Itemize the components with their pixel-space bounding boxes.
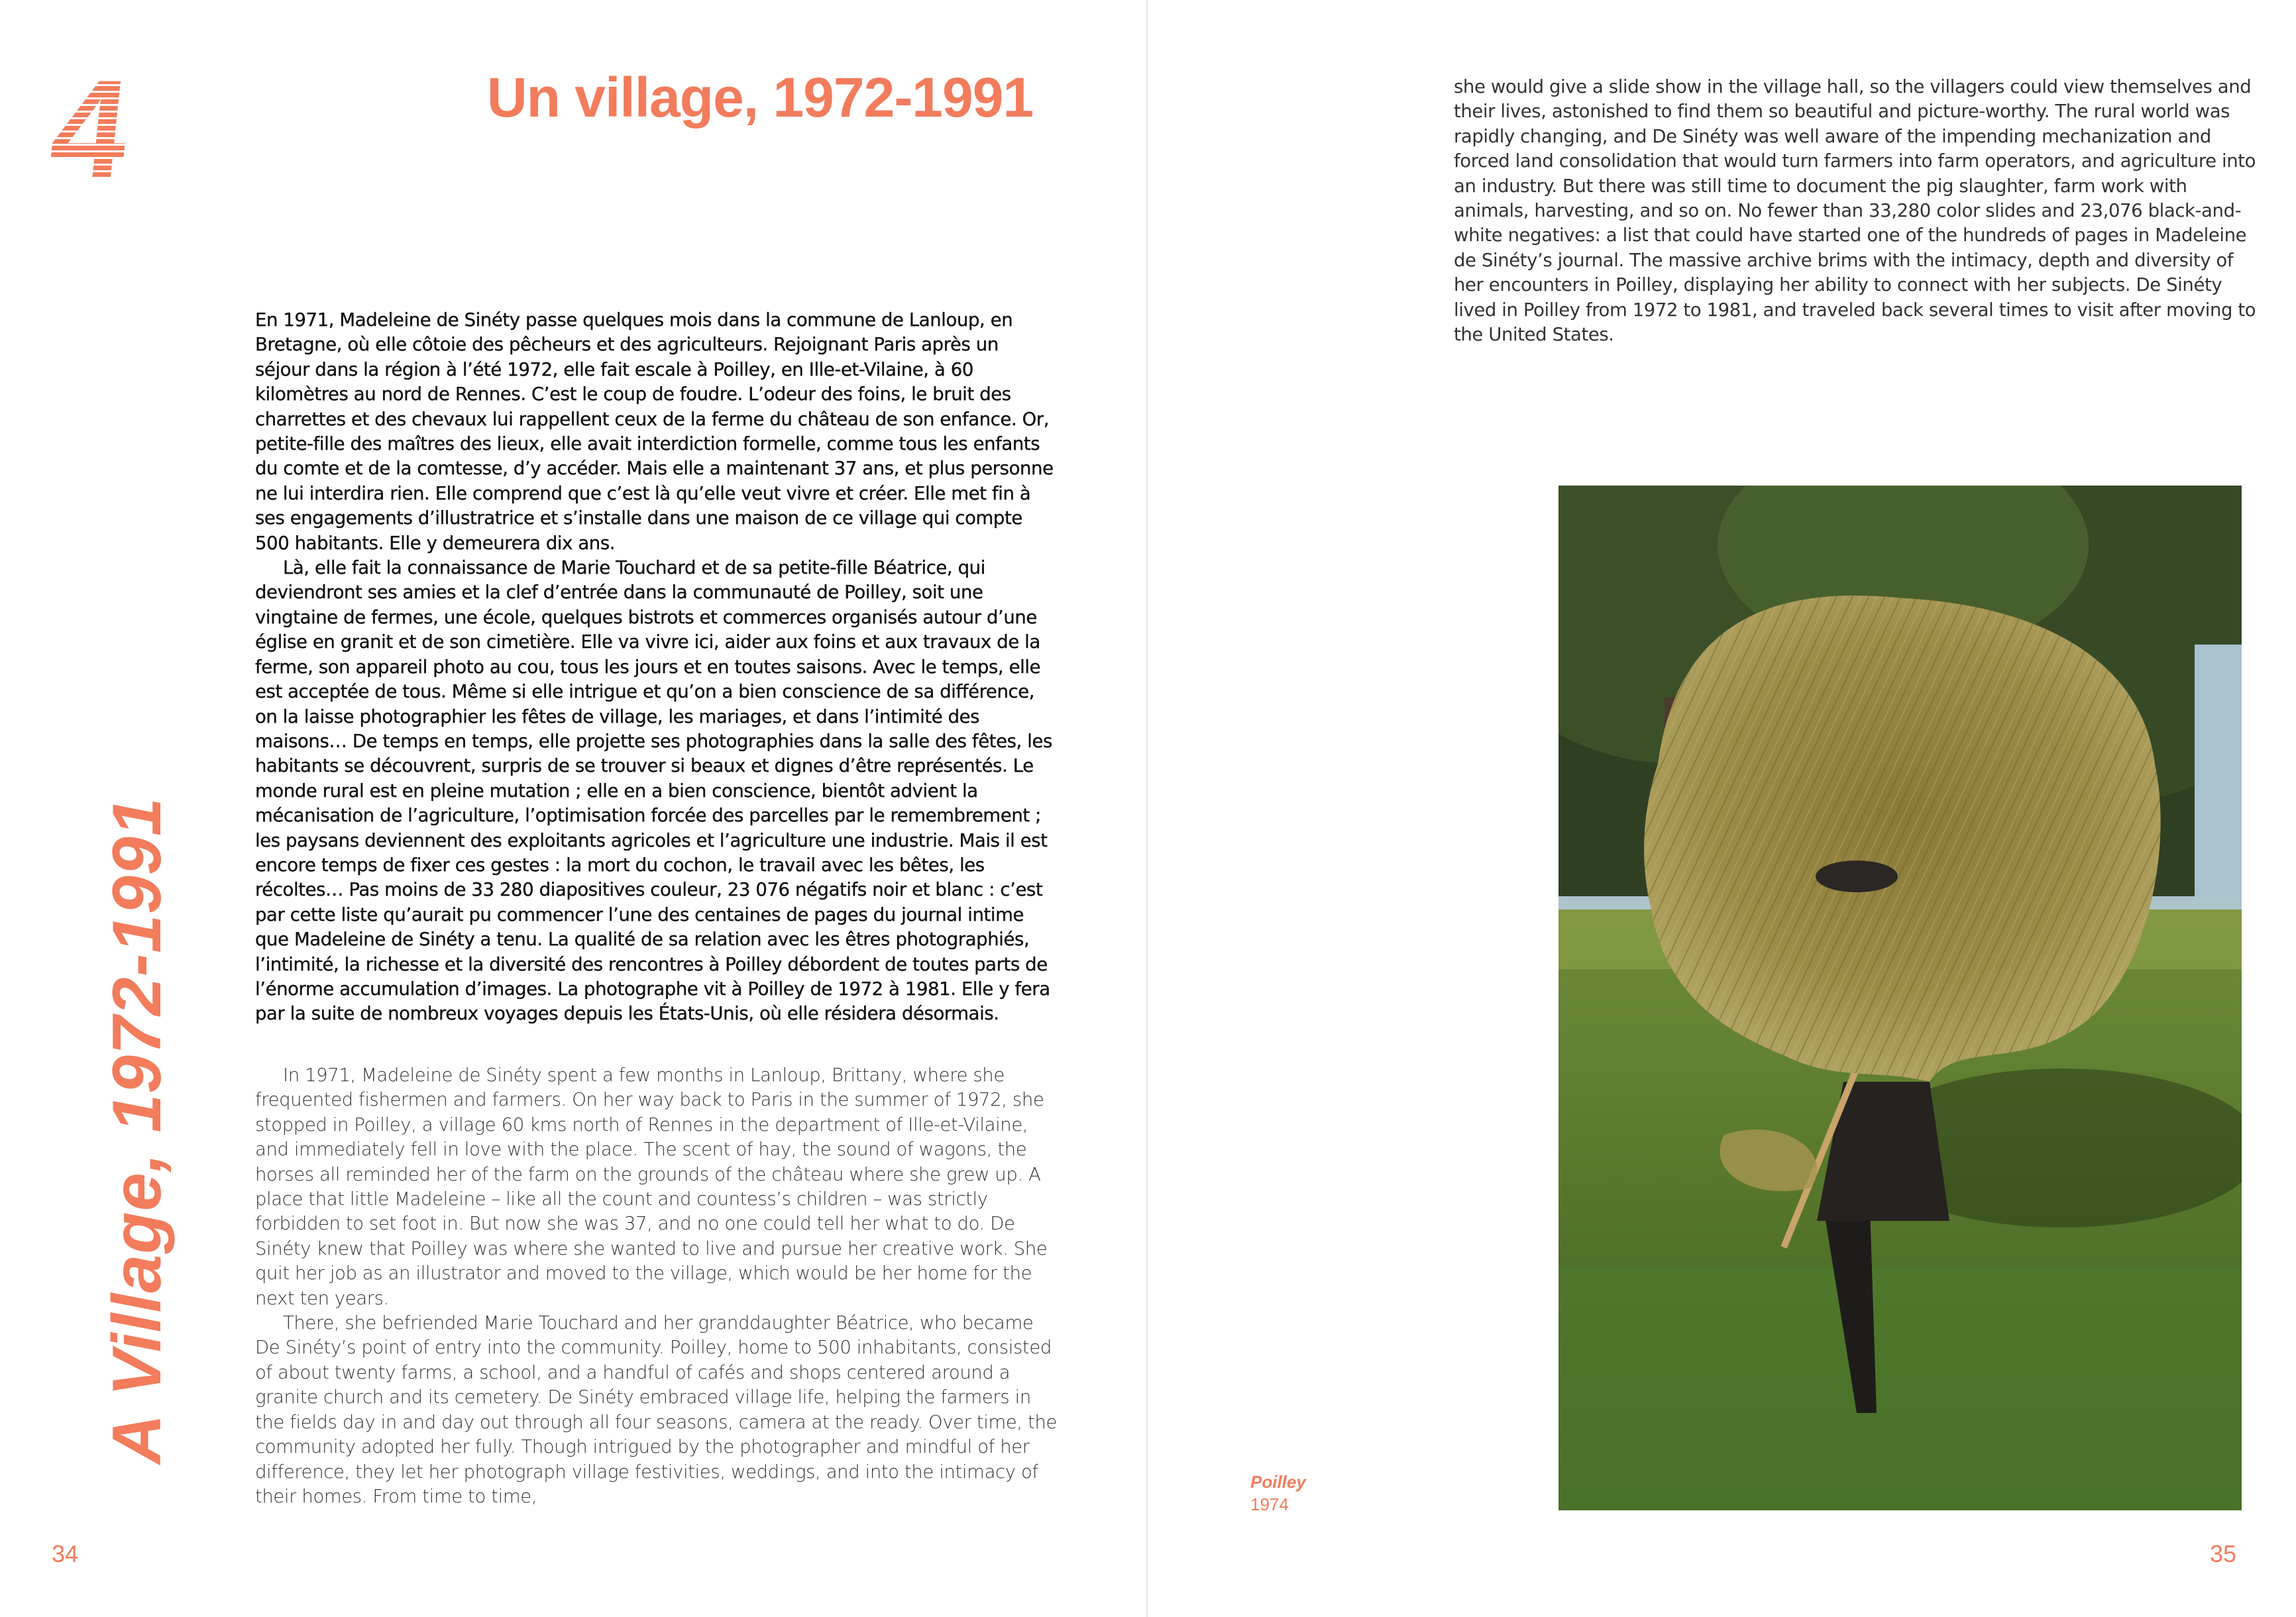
chapter-title-english: A Village, 1972-1991 — [99, 797, 176, 1464]
english-paragraph-2: There, she befriended Marie Touchard and her granddaughter Béatrice, who became De Sinéty’s point of entry into the community. Poilley, home to 500 inhabitants, consisted of about twenty farms, a school, and a handful of cafés and shops centered around a granite church and its cemetery. De Sinéty embraced village life, helping the farmers in the fields day in and day out through all four seasons, camera at the ready. Over time, the community adopted her fully. Though intrigued by the photographer and mindful of her difference, they let her photograph village festivities, weddings, and into the intimacy of their homes. From time to time, — [255, 1312, 1058, 1507]
english-body-text — [255, 1063, 1058, 1509]
english-paragraph-1: In 1971, Madeleine de Sinéty spent a few months in Lanloup, Brittany, where she frequented fishermen and farmers. On her way back to Paris in the summer of 1972, she stopped in Poilley, a village 60 kms north of Rennes in the department of Ille-et-Vilaine, and immediately fell in love with the place. The scent of hay, the sound of wagons, the horses all reminded her of the farm on the grounds of the château where she grew up. A place that little Madeleine – like all the count and countess’s children – was strictly forbidden to set foot in. But now she was 37, and no one could tell her what to do. De Sinéty knew that Poilley was where she wanted to live and pursue her creative work. She quit her job as an illustrator and moved to the village, which would be her home for the next ten years. — [255, 1065, 1048, 1309]
french-paragraph-1: En 1971, Madeleine de Sinéty passe quelques mois dans la commune de Lanloup, en Bretagne, où elle côtoie des pêcheurs et des agriculteurs. Rejoignant Paris après un séjour dans la région à l’été 1972, elle fait escale à Poilley, en Ille-et-Vilaine, à 60 kilomètres au nord de Rennes. C’est le coup de foudre. L’odeur des foins, le bruit des charrettes et des chevaux lui rappellent ceux de la ferme du château de son enfance. Or, petite-fille des maîtres des lieux, elle avait interdiction formelle, comme tous les enfants du comte et de la comtesse, d’y accéder. Mais elle a maintenant 37 ans, et plus personne ne lui interdira rien. Elle comprend que c’est là qu’elle veut vivre et créer. Elle met fin à ses engagements d’illustratrice et s’installe dans une maison de ce village qui compte 500 habitants. Elle y demeurera dix ans. — [255, 309, 1054, 554]
page-gutter — [1146, 0, 1148, 1617]
french-paragraph-2: Là, elle fait la connaissance de Marie Touchard et de sa petite-fille Béatrice, qui deviendront ses amies et la clef d’entrée dans la communauté de Poilley, soit une vingtaine de fermes, une école, quelques bistrots et commerces organisés autour d’une église en granit et de son cimetière. Elle va vivre ici, aider aux foins et aux travaux de la ferme, son appareil photo au cou, tous les jours et en toutes saisons. Avec le temps, elle est acceptée de tous. Même si elle intrigue et qu’on a bien conscience de sa différence, on la laisse photographier les fêtes de village, les mariages, et dans l’intimité des maisons… De temps en temps, elle projette ses photographies dans la salle des fêtes, les habitants se découvrent, surpris de se trouver si beaux et dignes d’être représentés. Le monde rural est en pleine mutation ; elle en a bien conscience, bientôt advient la mécanisation de l’agriculture, l’optimisation forcée des parcelles par le remembrement ; les paysans deviennent des exploitants agricoles et l’agriculture une industrie. Mais il est encore temps de fixer ces gestes : la mort du cochon, le travail avec les bêtes, les récoltes… Pas moins de 33 280 diapositives couleur, 23 076 négatifs noir et blanc : c’est par cette liste qu’aurait pu commencer l’une des centaines de pages du journal intime que Madeleine de Sinéty a tenu. La qualité de sa relation avec les êtres photographiés, l’intimité, la richesse et la diversité des rencontres à Poilley débordent de toutes parts de l’énorme accumulation d’images. La photographe vit à Poilley de 1972 à 1981. Elle y fera par la suite de nombreux voyages depuis les États-Unis, où elle résidera désormais. — [255, 557, 1052, 1025]
photograph-hay-carrier — [1558, 486, 2242, 1510]
english-paragraph-3: she would give a slide show in the village hall, so the villagers could view themselves and their lives, astonished to find them so beautiful and picture-worthy. The rural world was rapidly changing, and De Sinéty was well aware of the impending mechanization and forced land consolidation that would turn farmers into farm operators, and agriculture into an industry. But there was still time to document the pig slaughter, farm work with animals, harvesting, and so on. No fewer than 33,280 color slides and 23,076 black-and-white negatives: a list that could have started one of the hundreds of pages in Madeleine de Sinéty’s journal. The massive archive brims with the intimacy, depth and diversity of her encounters in Poilley, displaying her ability to connect with her subjects. De Sinéty lived in Poilley from 1972 to 1981, and traveled back several times to visit after moving to the United States. — [1454, 76, 2256, 346]
chapter-title: Un village, 1972-1991 — [487, 66, 1034, 129]
photo-caption — [1250, 1471, 1306, 1516]
french-body-text — [255, 308, 1058, 1027]
english-body-text-continued — [1454, 75, 2259, 347]
caption-place: Poilley — [1250, 1472, 1306, 1492]
chapter-number: 4 — [43, 51, 135, 207]
page-number-left: 34 — [52, 1540, 79, 1567]
page-number-right: 35 — [2210, 1540, 2237, 1567]
caption-year: 1974 — [1250, 1494, 1289, 1514]
